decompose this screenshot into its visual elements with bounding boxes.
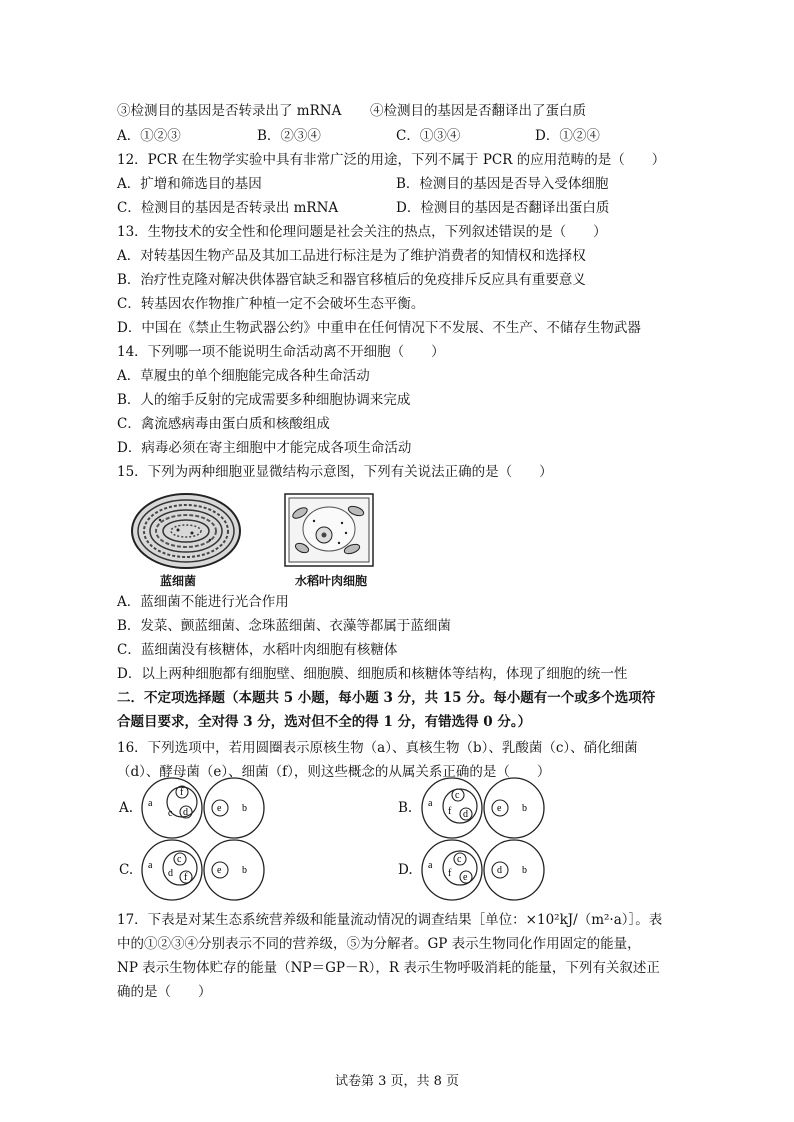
q15-option-c: C．蓝细菌没有核糖体，水稻叶肉细胞有核糖体 — [117, 642, 398, 658]
svg-text:f: f — [180, 787, 184, 798]
q12-option-a: A．扩增和筛选目的基因 — [117, 176, 262, 192]
q14-option-d: D．病毒必须在寄主细胞中才能完成各项生命活动 — [117, 440, 412, 456]
q15-option-b: B．发菜、颤蓝细菌、念珠蓝细菌、衣藻等都属于蓝细菌 — [117, 618, 451, 634]
svg-text:b: b — [242, 803, 247, 814]
svg-text:f: f — [184, 872, 188, 883]
q11-option-a: A．①②③ — [117, 128, 181, 144]
q17-line2: 中的①②③④分别表示不同的营养级，⑤为分解者。GP 表示生物同化作用固定的能量， — [117, 936, 641, 952]
caption-rice-leaf-cell: 水稻叶肉细胞 — [295, 574, 368, 588]
svg-text:e: e — [217, 865, 222, 876]
svg-text:a: a — [148, 798, 153, 809]
q11-item4: ④检测目的基因是否翻译出了蛋白质 — [370, 103, 586, 119]
svg-text:a: a — [428, 798, 433, 809]
section2-heading-line2: 合题目要求，全对得 3 分，选对但不全的得 1 分，有错选得 0 分。） — [117, 714, 532, 730]
q16-venn-d — [420, 838, 550, 902]
q13-stem: 13．生物技术的安全性和伦理问题是社会关注的热点，下列叙述错误的是（ ） — [117, 224, 607, 240]
svg-text:e: e — [463, 872, 468, 883]
q11-item3: ③检测目的基因是否转录出了 mRNA — [117, 103, 342, 119]
q16-venn-b — [420, 776, 550, 840]
q16-venn-c — [140, 838, 270, 902]
svg-text:f: f — [448, 806, 452, 817]
q14-option-a: A．草履虫的单个细胞能完成各种生命活动 — [117, 368, 370, 384]
svg-text:c: c — [455, 790, 460, 801]
svg-text:d: d — [497, 865, 502, 876]
svg-text:c: c — [177, 854, 182, 865]
q14-option-c: C．禽流感病毒由蛋白质和核酸组成 — [117, 416, 330, 432]
svg-text:e: e — [497, 803, 502, 814]
svg-text:c: c — [168, 808, 173, 819]
q12-option-b: B．检测目的基因是否导入受体细胞 — [396, 176, 609, 192]
q14-option-b: B．人的缩手反射的完成需要多种细胞协调来完成 — [117, 392, 411, 408]
q16-stem-line2: （d）、酵母菌（e）、细菌（f），则这些概念的从属关系正确的是（ ） — [117, 764, 551, 780]
q17-line3: NP 表示生物体贮存的能量（NP＝GP－R），R 表示生物呼吸消耗的能量，下列有关叙述正 — [117, 960, 660, 976]
q16-option-a-label: A. — [119, 800, 134, 816]
q16-stem-line1: 16．下列选项中，若用圆圈表示原核生物（a）、真核生物（b）、乳酸菌（c）、硝化细菌 — [117, 740, 638, 756]
q13-option-a: A．对转基因生物产品及其加工品进行标注是为了维护消费者的知情权和选择权 — [117, 248, 586, 264]
svg-text:f: f — [448, 868, 452, 879]
svg-text:b: b — [522, 803, 527, 814]
svg-text:a: a — [148, 860, 153, 871]
q17-line1: 17．下表是对某生态系统营养级和能量流动情况的调查结果［单位：×10²kJ/（m²·a）］。表 — [117, 912, 663, 928]
svg-text:d: d — [463, 809, 468, 820]
q15-stem: 15．下列为两种细胞亚显微结构示意图，下列有关说法正确的是（ ） — [117, 464, 553, 480]
q16-option-c-label: C. — [119, 862, 134, 878]
svg-text:a: a — [428, 860, 433, 871]
caption-cyanobacterium: 蓝细菌 — [160, 574, 197, 588]
q16-option-b-label: B. — [398, 800, 413, 816]
rice-leaf-cell-figure — [284, 493, 374, 567]
q11-option-c: C．①③④ — [396, 128, 461, 144]
page-footer: 试卷第 3 页，共 8 页 — [334, 1074, 460, 1089]
q17-line4: 确的是（ ） — [117, 984, 212, 1000]
q11-option-b: B．②③④ — [257, 128, 321, 144]
svg-text:c: c — [457, 854, 462, 865]
q15-option-d: D．以上两种细胞都有细胞壁、细胞膜、细胞质和核糖体等结构，体现了细胞的统一性 — [117, 666, 628, 682]
q16-option-d-label: D. — [398, 862, 413, 878]
svg-text:b: b — [522, 865, 527, 876]
q12-option-c: C．检测目的基因是否转录出 mRNA — [117, 200, 339, 216]
q16-venn-a — [140, 776, 270, 840]
q11-option-d: D．①②④ — [535, 128, 600, 144]
svg-text:d: d — [183, 807, 188, 818]
svg-text:d: d — [168, 868, 173, 879]
q13-option-b: B．治疗性克隆对解决供体器官缺乏和器官移植后的免疫排斥反应具有重要意义 — [117, 272, 586, 288]
q13-option-d: D．中国在《禁止生物武器公约》中重申在任何情况下不发展、不生产、不储存生物武器 — [117, 320, 641, 336]
q12-option-d: D．检测目的基因是否翻译出蛋白质 — [396, 200, 610, 216]
q12-stem: 12．PCR 在生物学实验中具有非常广泛的用途，下列不属于 PCR 的应用范畴的是（ ） — [117, 152, 666, 168]
q13-option-c: C．转基因农作物推广种植一定不会破坏生态平衡。 — [117, 296, 425, 312]
cyanobacterium-figure — [130, 492, 242, 570]
svg-text:e: e — [217, 803, 222, 814]
q15-option-a: A．蓝细菌不能进行光合作用 — [117, 594, 289, 610]
q14-stem: 14．下列哪一项不能说明生命活动离不开细胞（ ） — [117, 344, 445, 360]
svg-text:b: b — [242, 865, 247, 876]
section2-heading-line1: 二．不定项选择题（本题共 5 小题，每小题 3 分，共 15 分。每小题有一个或多个选项符 — [117, 690, 656, 706]
